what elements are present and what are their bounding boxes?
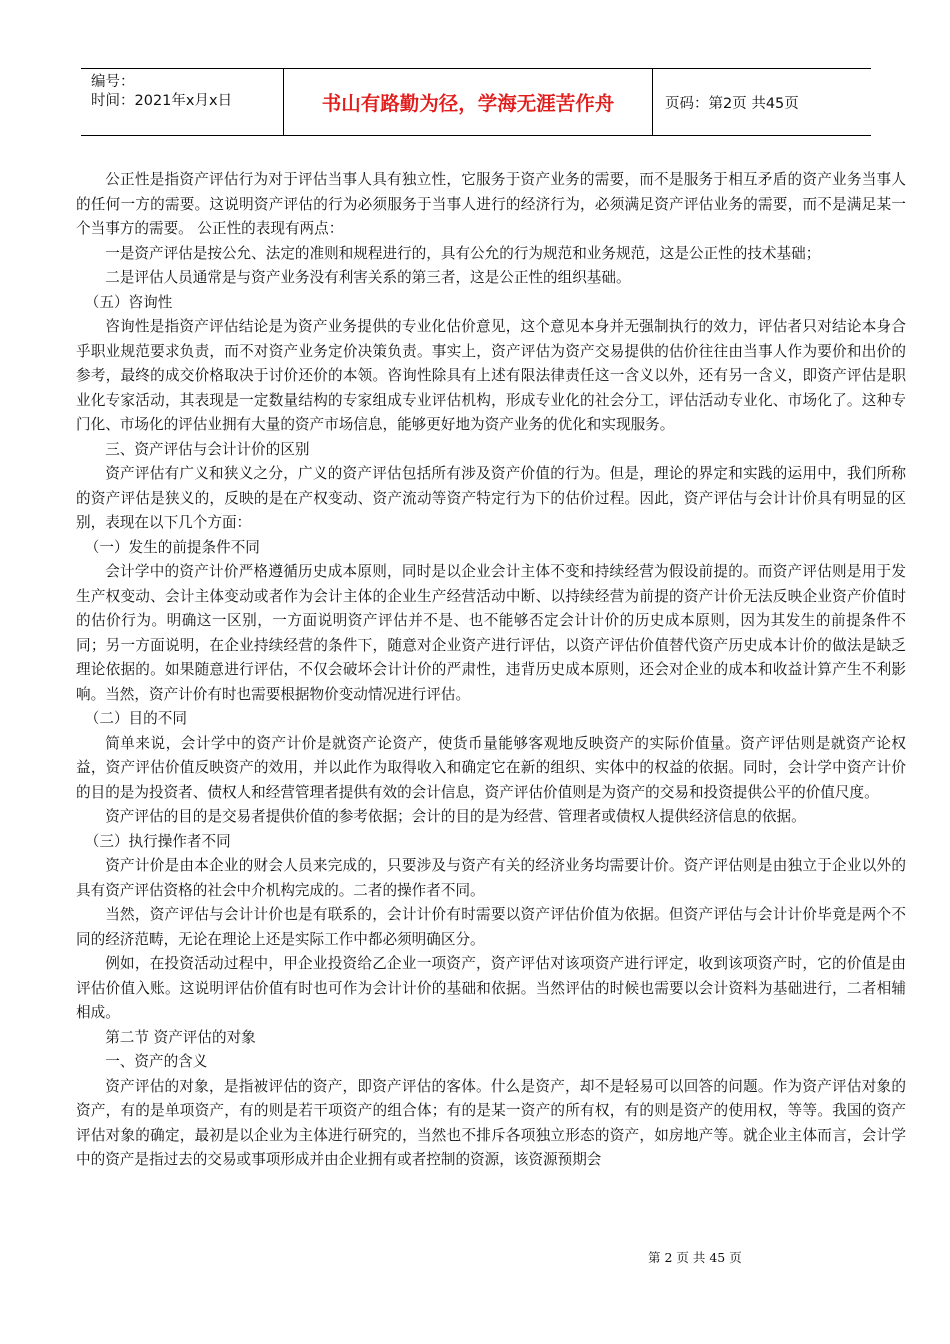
body-paragraph: 例如，在投资活动过程中，甲企业投资给乙企业一项资产，资产评估对该项资产进行评定，收到该项资产时，它的价值是由评估价值入账。这说明评估价值有时也可作为会计计价的基础和依据。当然评估的时候也需要以会计资料为基础进行，二者相辅相成。 — [76, 955, 906, 1021]
body-paragraph: 资产计价是由本企业的财会人员来完成的，只要涉及与资产有关的经济业务均需要计价。资产评估则是由独立于企业以外的具有资产评估资格的社会中介机构完成的。二者的操作者不同。 — [76, 857, 906, 899]
body-paragraph: 咨询性是指资产评估结论是为资产业务提供的专业化估价意见，这个意见本身并无强制执行的效力，评估者只对结论本身合乎职业规范要求负责，而不对资产业务定价决策负责。事实上，资产评估为资产交易提供的估价往往由当事人作为要价和出价的参考，最终的成交价格取决于讨价还价的本领。咨询性除具有上述有限法律责任这一含义以外，还有另一含义，即资产评估是职业化专家活动，其表现是一定数量结构的专家组成专业评估机构，形成专业化的社会分工，评估活动专业化、市场化了。这种专门化、市场化的评估业拥有大量的资产市场信息，能够更好地为资产业务的优化和实现服务。 — [76, 318, 906, 433]
document-body — [76, 168, 906, 1173]
document-number-label: 编号： — [91, 74, 135, 90]
body-paragraph: 一是资产评估是按公允、法定的准则和规程进行的，具有公允的行为规范和业务规范，这是公正性的技术基础； — [105, 244, 821, 262]
header-motto: 书山有路勤为径，学海无涯苦作舟 — [284, 69, 653, 135]
section-subheading: （五）咨询性 — [84, 293, 173, 311]
document-header — [81, 68, 871, 136]
document-time-label: 时间：2021年x月x日 — [91, 93, 233, 109]
section-subheading: （二）目的不同 — [84, 710, 187, 727]
page-footer: 第 2 页 共 45 页 — [648, 1250, 742, 1265]
body-paragraph: 资产评估的对象，是指被评估的资产，即资产评估的客体。什么是资产，却不是轻易可以回答的问题。作为资产评估对象的资产，有的是单项资产，有的则是若干项资产的组合体；有的是某一资产的所有权，有的则是资产的使用权，等等。我国的资产评估对象的确定，最初是以企业为主体进行研究的，当然也不排斥各项独立形态的资产，如房地产等。就企业主体而言，会计学中的资产是指过去的交易或事项形成并由企业拥有或者控制的资源，该资源预期会 — [76, 1077, 906, 1168]
body-paragraph: 简单来说，会计学中的资产计价是就资产论资产，使货币量能够客观地反映资产的实际价值量。资产评估则是就资产论权益，资产评估价值反映资产的效用，并以此作为取得收入和确定它在新的组织、实体中的权益的依据。同时，会计学中资产计价的目的是为投资者、债权人和经营管理者提供有效的会计信息，资产评估价值则是为资产的交易和投资提供公平的价值尺度。 — [76, 734, 906, 801]
chapter-section-title: 第二节 资产评估的对象 — [105, 1028, 256, 1046]
body-paragraph: 二是评估人员通常是与资产业务没有利害关系的第三者，这是公正性的组织基础。 — [105, 269, 631, 286]
section-heading: 一、资产的含义 — [105, 1053, 208, 1070]
body-paragraph: 会计学中的资产计价严格遵循历史成本原则，同时是以企业会计主体不变和持续经营为假设前提的。而资产评估则是用于发生产权变动、会计主体变动或者作为会计主体的企业生产经营活动中断、以持续经营为前提的资产计价无法反映企业资产价值时的估价行为。明确这一区别，一方面说明资产评估并不是、也不能够否定会计计价的历史成本原则，因为其发生的前提条件不同；另一方面说明，在企业持续经营的条件下，随意对企业资产进行评估，以资产评估价值替代资产历史成本计价的做法是缺乏理论依据的。如果随意进行评估，不仅会破坏会计计价的严肃性，违背历史成本原则，还会对企业的成本和收益计算产生不利影响。当然，资产计价有时也需要根据物价变动情况进行评估。 — [76, 563, 906, 703]
section-subheading: （一）发生的前提条件不同 — [84, 538, 260, 556]
body-paragraph: 资产评估的目的是交易者提供价值的参考依据；会计的目的是为经营、管理者或债权人提供经济信息的依据。 — [105, 808, 806, 825]
body-paragraph: 资产评估有广义和狭义之分，广义的资产评估包括所有涉及资产价值的行为。但是，理论的界定和实践的运用中，我们所称的资产评估是狭义的，反映的是在产权变动、资产流动等资产特定行为下的估价过程。因此，资产评估与会计计价具有明显的区别，表现在以下几个方面： — [76, 465, 906, 531]
body-paragraph: 公正性是指资产评估行为对于评估当事人具有独立性，它服务于资产业务的需要，而不是服务于相互矛盾的资产业务当事人的任何一方的需要。这说明资产评估的行为必须服务于当事人进行的经济行为，必须满足资产评估业务的需要，而不是满足某一个当事方的需要。 公正性的表现有两点： — [76, 171, 906, 237]
header-page-info: 页码：第2页 共45页 — [665, 95, 799, 112]
section-heading: 三、资产评估与会计计价的区别 — [105, 440, 310, 458]
body-paragraph: 当然，资产评估与会计计价也是有联系的，会计计价有时需要以资产评估价值为依据。但资产评估与会计计价毕竟是两个不同的经济范畴，无论在理论上还是实际工作中都必须明确区分。 — [76, 906, 906, 948]
header-meta-cell — [81, 69, 284, 135]
section-subheading: （三）执行操作者不同 — [84, 832, 231, 850]
